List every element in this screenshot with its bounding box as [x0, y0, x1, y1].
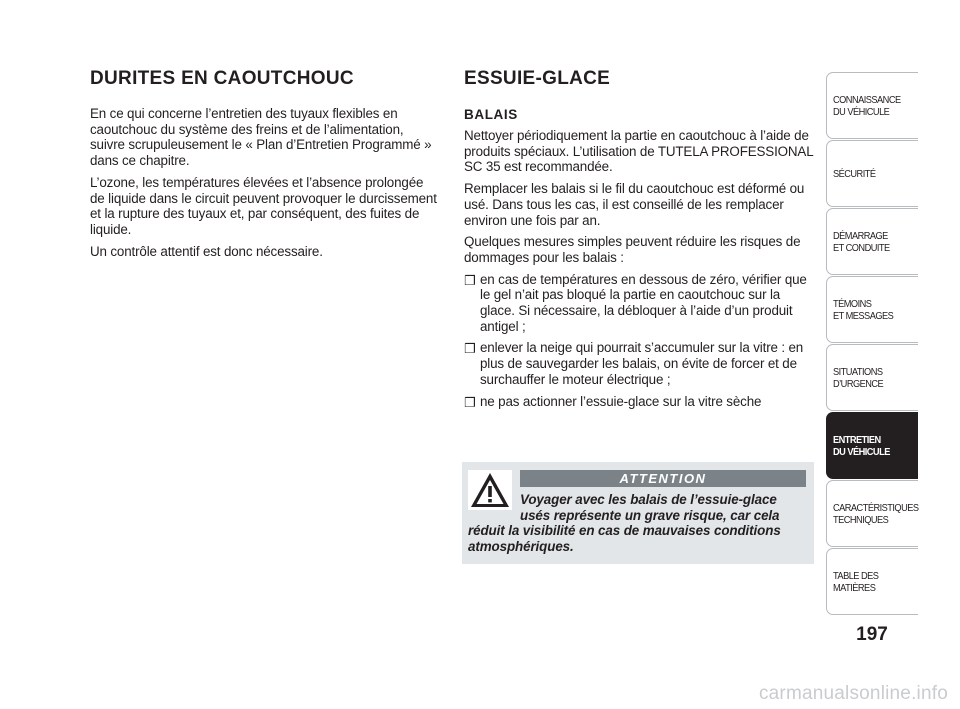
tab-label-line: CONNAISSANCE — [833, 93, 901, 106]
tab-temoins-et-messages[interactable] — [826, 276, 918, 343]
section-title-essuie-glace: ESSUIE-GLACE — [464, 68, 611, 89]
tab-label-line: SITUATIONS — [833, 365, 883, 378]
tab-securite[interactable] — [826, 140, 918, 207]
tab-label-line: ENTRETIEN — [833, 433, 881, 446]
tab-label-line: DÉMARRAGE — [833, 229, 888, 242]
warning-text — [468, 492, 808, 554]
tab-entretien-du-vehicule[interactable] — [826, 412, 918, 479]
tab-demarrage-et-conduite[interactable] — [826, 208, 918, 275]
tab-label-line: D’URGENCE — [833, 377, 884, 390]
list-item — [464, 340, 816, 387]
list-item-text: en cas de températures en dessous de zéro, vérifier que le gel n’ait pas bloqué la partie en caoutchouc sur la glace. Si nécessaire, la débloquer à l’aide d’un produit antigel ; — [480, 271, 807, 334]
tab-label-line: TECHNIQUES — [833, 513, 889, 526]
subsection-title-balais: BALAIS — [464, 107, 518, 122]
paragraph: Quelques mesures simples peuvent réduire les risques de dommages pour les balais : — [464, 234, 801, 265]
paragraph: Un contrôle attentif est donc nécessaire. — [90, 243, 323, 259]
watermark: carmanualsonline.info — [758, 683, 948, 704]
list-item — [464, 272, 816, 335]
tab-label-line: TABLE DES — [833, 569, 879, 582]
section-title-durites: DURITES EN CAOUTCHOUC — [90, 68, 354, 89]
tab-label-line: ET MESSAGES — [833, 309, 894, 322]
tab-label-line: MATIÈRES — [833, 581, 876, 594]
paragraph: Nettoyer périodiquement la partie en caoutchouc à l’aide de produits spéciaux. L’utilisation de TUTELA PROFESSIONAL SC 35 est recommandée. — [464, 128, 814, 175]
checkbox-bullet-icon: ❒ — [464, 394, 476, 410]
page-number: 197 — [856, 624, 888, 645]
tab-caracteristiques-techniques[interactable] — [826, 480, 918, 547]
chapter-tabs — [826, 72, 918, 616]
list-item-text: enlever la neige qui pourrait s’accumuler sur la vitre : en plus de sauvegarder les balais, on évite de forcer et de surchauffer le moteur électrique ; — [480, 340, 804, 387]
warning-text-content: Voyager avec les balais de l’essuie-glace usés représente un grave risque, car cela réduit la visibilité en cas de mauvaises conditions atmosphériques. — [468, 492, 781, 554]
list-item-text: ne pas actionner l’essuie-glace sur la vitre sèche — [480, 393, 762, 409]
tab-label-line: TÉMOINS — [833, 297, 872, 310]
bullet-list — [464, 272, 816, 410]
checkbox-bullet-icon: ❒ — [464, 272, 476, 288]
tab-label-line: DU VÉHICULE — [833, 105, 890, 118]
tab-label-line: SÉCURITÉ — [833, 167, 876, 180]
tab-label-line: CARACTÉRISTIQUES — [833, 501, 919, 514]
checkbox-bullet-icon: ❒ — [464, 341, 476, 357]
paragraph: Remplacer les balais si le fil du caoutchouc est déformé ou usé. Dans tous les cas, il est conseillé de les remplacer environ une fois par an. — [464, 181, 805, 228]
warning-box — [462, 462, 814, 564]
right-column — [464, 66, 816, 415]
tab-label-line: ET CONDUITE — [833, 241, 890, 254]
warning-label: ATTENTION — [520, 470, 806, 487]
tab-label-line: DU VÉHICULE — [833, 445, 890, 458]
paragraph: L’ozone, les températures élevées et l’absence prolongée de liquide dans le circuit peuvent provoquer le durcissement et la rupture des tuyaux et, par conséquent, des fuites de liquide. — [90, 174, 437, 237]
tab-connaissance-du-vehicule[interactable] — [826, 72, 918, 139]
tab-situations-d-urgence[interactable] — [826, 344, 918, 411]
list-item — [464, 394, 816, 410]
left-column — [90, 66, 440, 265]
paragraph: En ce qui concerne l’entretien des tuyaux flexibles en caoutchouc du système des freins et de l’alimentation, suivre scrupuleusement le « Plan d’Entretien Programmé » dans ce chapitre. — [90, 106, 432, 169]
tab-table-des-matieres[interactable] — [826, 548, 918, 615]
